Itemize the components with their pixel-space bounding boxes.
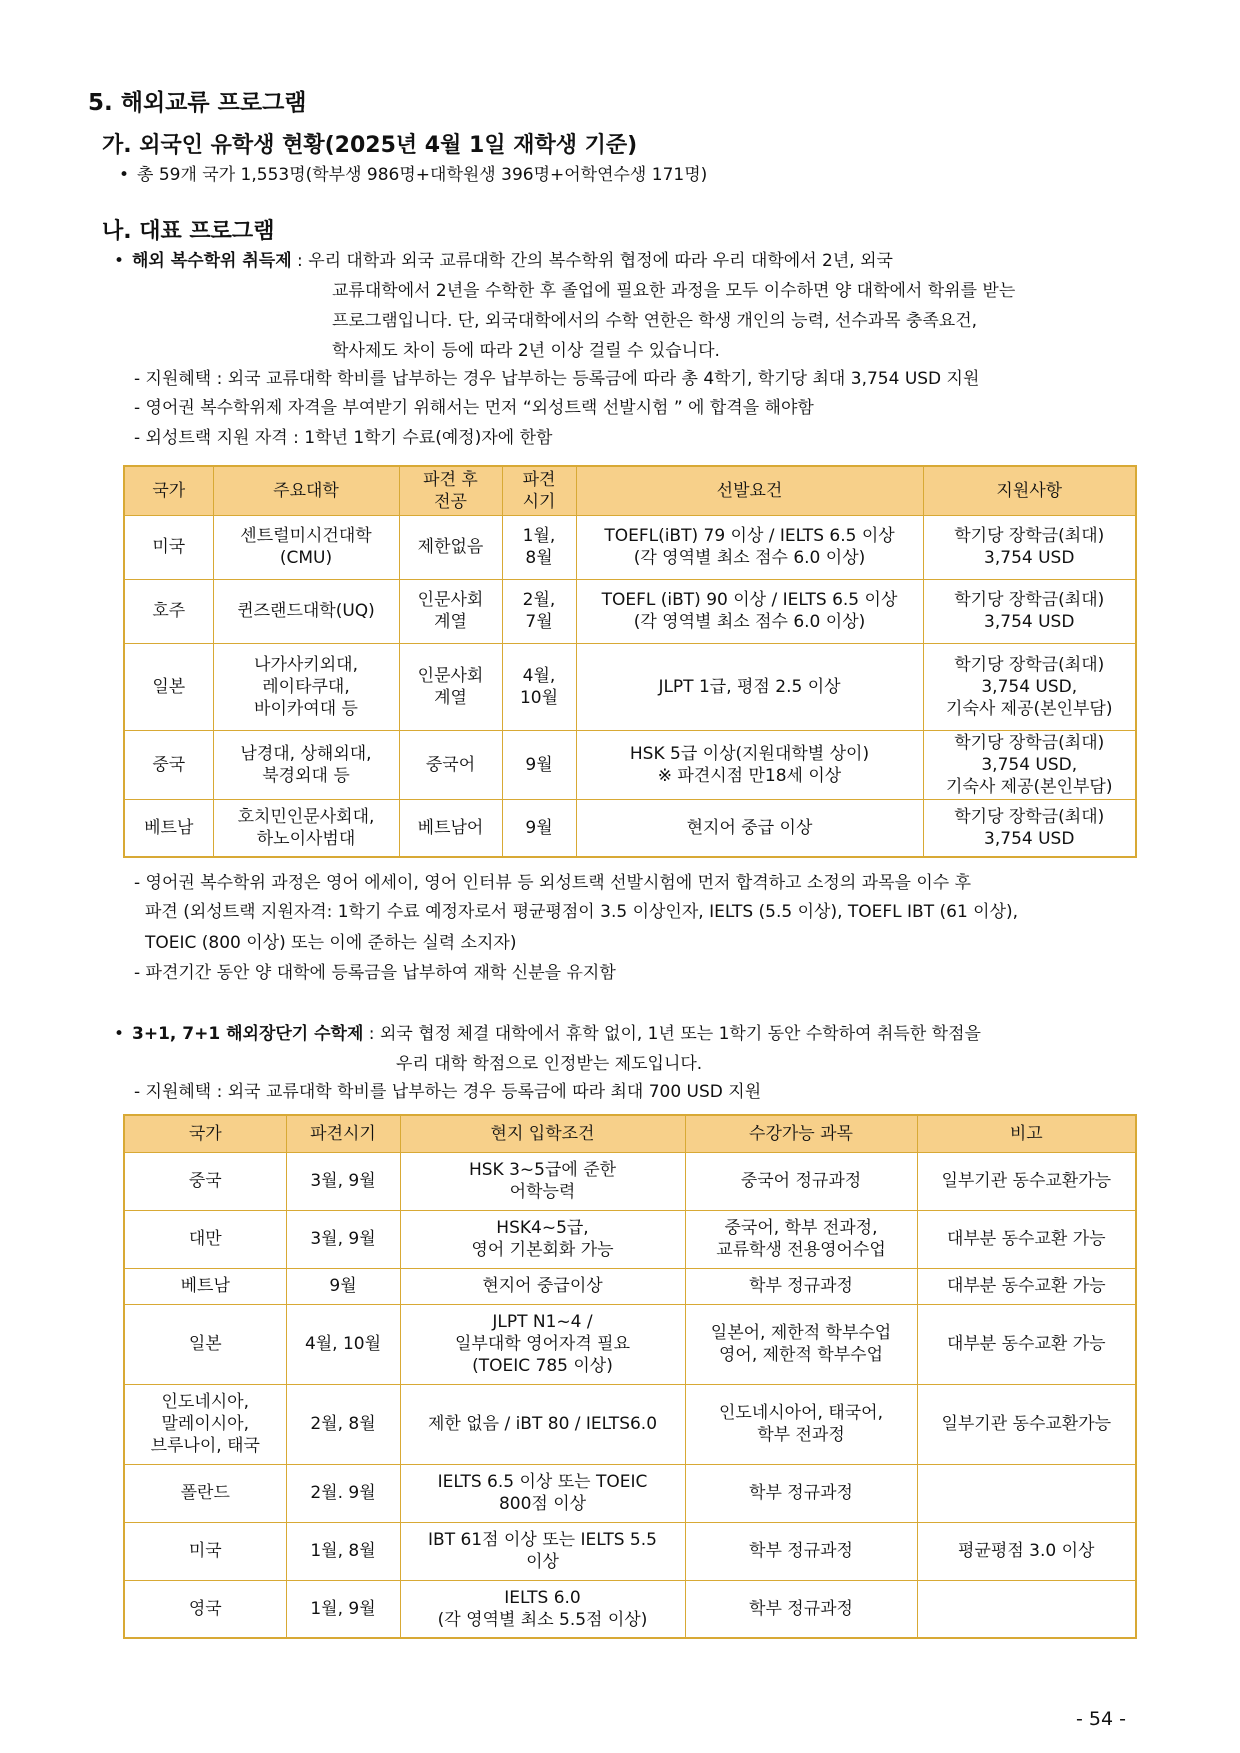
program2-name: 3+1, 7+1 해외장단기 수학제: [132, 1024, 364, 1044]
double-degree-header-cell: 파견 후 전공: [399, 466, 502, 515]
double-degree-cell: 학기당 장학금(최대) 3,754 USD: [923, 515, 1136, 579]
exchange-cell: 제한 없음 / iBT 80 / IELTS6.0: [400, 1384, 685, 1464]
exchange-cell: 대부분 동수교환 가능: [917, 1304, 1136, 1384]
exchange-cell: 일본: [124, 1304, 286, 1384]
double-degree-row: [124, 643, 1136, 730]
exchange-cell: 학부 정규과정: [685, 1580, 917, 1638]
program1-after-note: - 영어권 복수학위 과정은 영어 에세이, 영어 인터뷰 등 외성트랙 선발시험에 먼저 합격하고 소정의 과목을 이수 후: [134, 873, 971, 893]
exchange-cell: 2월. 9월: [286, 1464, 400, 1522]
double-degree-cell: 호치민인문사회대, 하노이사범대: [213, 799, 399, 857]
program1-after-note: 파견 (외성트랙 지원자격: 1학기 수료 예정자로서 평균평점이 3.5 이상인자, IELTS (5.5 이상), TOEFL IBT (61 이상),: [145, 902, 1019, 922]
double-degree-cell: 베트남어: [399, 799, 502, 857]
exchange-cell: 중국어 정규과정: [685, 1152, 917, 1210]
exchange-cell: 베트남: [124, 1268, 286, 1304]
program1-note: - 지원혜택 : 외국 교류대학 학비를 납부하는 경우 납부하는 등록금에 따라 총 4학기, 학기당 최대 3,754 USD 지원: [134, 369, 980, 389]
double-degree-cell: 4월, 10월: [502, 643, 576, 730]
program1-after-note: TOEIC (800 이상) 또는 이에 준하는 실력 소지자): [145, 933, 517, 953]
exchange-cell: JLPT N1~4 / 일부대학 영어자격 필요 (TOEIC 785 이상): [400, 1304, 685, 1384]
exchange-cell: 학부 정규과정: [685, 1522, 917, 1580]
exchange-row: [124, 1268, 1136, 1304]
program2-intro: [132, 1023, 981, 1045]
double-degree-cell: 남경대, 상해외대, 북경외대 등: [213, 730, 399, 799]
exchange-cell: [917, 1580, 1136, 1638]
exchange-cell: 2월, 8월: [286, 1384, 400, 1464]
double-degree-cell: 퀸즈랜드대학(UQ): [213, 579, 399, 643]
exchange-cell: 1월, 9월: [286, 1580, 400, 1638]
double-degree-header-cell: 지원사항: [923, 466, 1136, 515]
double-degree-header-cell: 주요대학: [213, 466, 399, 515]
double-degree-cell: 인문사회 계열: [399, 579, 502, 643]
double-degree-cell: 미국: [124, 515, 213, 579]
exchange-cell: IELTS 6.5 이상 또는 TOEIC 800점 이상: [400, 1464, 685, 1522]
exchange-row: [124, 1384, 1136, 1464]
program1-note: - 외성트랙 지원 자격 : 1학년 1학기 수료(예정)자에 한함: [134, 428, 553, 448]
exchange-cell: 일본어, 제한적 학부수업 영어, 제한적 학부수업: [685, 1304, 917, 1384]
exchange-header-cell: 국가: [124, 1115, 286, 1152]
double-degree-cell: 나가사키외대, 레이타쿠대, 바이카여대 등: [213, 643, 399, 730]
double-degree-cell: 중국어: [399, 730, 502, 799]
program1-sep: :: [291, 251, 309, 271]
exchange-cell: 3월, 9월: [286, 1152, 400, 1210]
exchange-cell: 학부 정규과정: [685, 1464, 917, 1522]
exchange-cell: 인도네시아, 말레이시아, 브루나이, 태국: [124, 1384, 286, 1464]
double-degree-cell: JLPT 1급, 평점 2.5 이상: [576, 643, 923, 730]
exchange-cell: HSK4~5급, 영어 기본회화 가능: [400, 1210, 685, 1268]
double-degree-cell: 학기당 장학금(최대) 3,754 USD, 기숙사 제공(본인부담): [923, 643, 1136, 730]
exchange-cell: 9월: [286, 1268, 400, 1304]
double-degree-row: [124, 515, 1136, 579]
program1-name: 해외 복수학위 취득제: [132, 251, 292, 271]
exchange-row: [124, 1464, 1136, 1522]
double-degree-cell: 제한없음: [399, 515, 502, 579]
double-degree-cell: 센트럴미시건대학 (CMU): [213, 515, 399, 579]
exchange-cell: 영국: [124, 1580, 286, 1638]
program2-note: - 지원혜택 : 외국 교류대학 학비를 납부하는 경우 등록금에 따라 최대 700 USD 지원: [134, 1082, 762, 1102]
double-degree-header-cell: 파견 시기: [502, 466, 576, 515]
exchange-cell: 3월, 9월: [286, 1210, 400, 1268]
program1-after-note: - 파견기간 동안 양 대학에 등록금을 납부하여 재학 신분을 유지함: [134, 963, 616, 983]
exchange-cell: 1월, 8월: [286, 1522, 400, 1580]
exchange-cell: IELTS 6.0 (각 영역별 최소 5.5점 이상): [400, 1580, 685, 1638]
exchange-cell: HSK 3~5급에 준한 어학능력: [400, 1152, 685, 1210]
subsection-a-title: 가. 외국인 유학생 현황(2025년 4월 1일 재학생 기준): [102, 133, 638, 158]
program1-intro: [132, 250, 893, 272]
double-degree-cell: 9월: [502, 799, 576, 857]
exchange-row: [124, 1152, 1136, 1210]
program2-desc-line: 외국 협정 체결 대학에서 휴학 없이, 1년 또는 1학기 동안 수학하여 취득한 학점을: [379, 1024, 981, 1044]
double-degree-cell: 인문사회 계열: [399, 643, 502, 730]
exchange-cell: 미국: [124, 1522, 286, 1580]
exchange-cell: 현지어 중급이상: [400, 1268, 685, 1304]
double-degree-cell: 2월, 7월: [502, 579, 576, 643]
exchange-row: [124, 1210, 1136, 1268]
exchange-row: [124, 1580, 1136, 1638]
exchange-cell: 대만: [124, 1210, 286, 1268]
exchange-cell: 4월, 10월: [286, 1304, 400, 1384]
program1-desc-line: 우리 대학과 외국 교류대학 간의 복수학위 협정에 따라 우리 대학에서 2년, 외국: [308, 251, 893, 271]
double-degree-cell: 학기당 장학금(최대) 3,754 USD: [923, 579, 1136, 643]
exchange-row: [124, 1304, 1136, 1384]
double-degree-cell: 일본: [124, 643, 213, 730]
exchange-cell: 대부분 동수교환 가능: [917, 1210, 1136, 1268]
program1-desc-line: 교류대학에서 2년을 수학한 후 졸업에 필요한 과정을 모두 이수하면 양 대학에서 학위를 받는: [332, 281, 1016, 301]
subsection-b-title: 나. 대표 프로그램: [102, 219, 275, 244]
exchange-cell: 일부기관 동수교환가능: [917, 1384, 1136, 1464]
exchange-cell: 폴란드: [124, 1464, 286, 1522]
exchange-cell: 중국: [124, 1152, 286, 1210]
section-heading: 5. 해외교류 프로그램: [88, 90, 307, 116]
double-degree-cell: HSK 5급 이상(지원대학별 상이) ※ 파견시점 만18세 이상: [576, 730, 923, 799]
exchange-header-cell: 비고: [917, 1115, 1136, 1152]
program1-desc-line: 프로그램입니다. 단, 외국대학에서의 수학 연한은 학생 개인의 능력, 선수과목 충족요건,: [332, 311, 978, 331]
double-degree-cell: 9월: [502, 730, 576, 799]
exchange-row: [124, 1522, 1136, 1580]
double-degree-cell: 1월, 8월: [502, 515, 576, 579]
double-degree-row: [124, 730, 1136, 799]
exchange-cell: [917, 1464, 1136, 1522]
double-degree-row: [124, 579, 1136, 643]
double-degree-cell: 학기당 장학금(최대) 3,754 USD: [923, 799, 1136, 857]
exchange-cell: 중국어, 학부 전과정, 교류학생 전용영어수업: [685, 1210, 917, 1268]
double-degree-cell: TOEFL(iBT) 79 이상 / IELTS 6.5 이상 (각 영역별 최소 점수 6.0 이상): [576, 515, 923, 579]
exchange-cell: 일부기관 동수교환가능: [917, 1152, 1136, 1210]
exchange-header-cell: 수강가능 과목: [685, 1115, 917, 1152]
exchange-cell: 학부 정규과정: [685, 1268, 917, 1304]
double-degree-header-cell: 선발요건: [576, 466, 923, 515]
exchange-cell: IBT 61점 이상 또는 IELTS 5.5 이상: [400, 1522, 685, 1580]
student-stats-bullet: • 총 59개 국가 1,553명(학부생 986명+대학원생 396명+어학연수생 171명): [137, 164, 707, 186]
double-degree-header-cell: 국가: [124, 466, 213, 515]
program1-note: - 영어권 복수학위제 자격을 부여받기 위해서는 먼저 “외성트랙 선발시험 ” 에 합격을 해야함: [134, 398, 814, 418]
program2-sep: :: [363, 1024, 380, 1044]
exchange-table: [123, 1114, 1137, 1639]
double-degree-cell: 학기당 장학금(최대) 3,754 USD, 기숙사 제공(본인부담): [923, 730, 1136, 799]
double-degree-cell: 중국: [124, 730, 213, 799]
program1-desc-line: 학사제도 차이 등에 따라 2년 이상 걸릴 수 있습니다.: [332, 341, 720, 361]
double-degree-cell: 베트남: [124, 799, 213, 857]
exchange-cell: 평균평점 3.0 이상: [917, 1522, 1136, 1580]
double-degree-cell: 호주: [124, 579, 213, 643]
exchange-header-cell: 현지 입학조건: [400, 1115, 685, 1152]
exchange-cell: 인도네시아어, 태국어, 학부 전과정: [685, 1384, 917, 1464]
program2-desc-line: 우리 대학 학점으로 인정받는 제도입니다.: [396, 1054, 703, 1074]
page-number: - 54 -: [1076, 1708, 1126, 1730]
double-degree-cell: 현지어 중급 이상: [576, 799, 923, 857]
exchange-cell: 대부분 동수교환 가능: [917, 1268, 1136, 1304]
double-degree-table: [123, 465, 1137, 858]
double-degree-row: [124, 799, 1136, 857]
double-degree-cell: TOEFL (iBT) 90 이상 / IELTS 6.5 이상 (각 영역별 최소 점수 6.0 이상): [576, 579, 923, 643]
exchange-header-cell: 파견시기: [286, 1115, 400, 1152]
